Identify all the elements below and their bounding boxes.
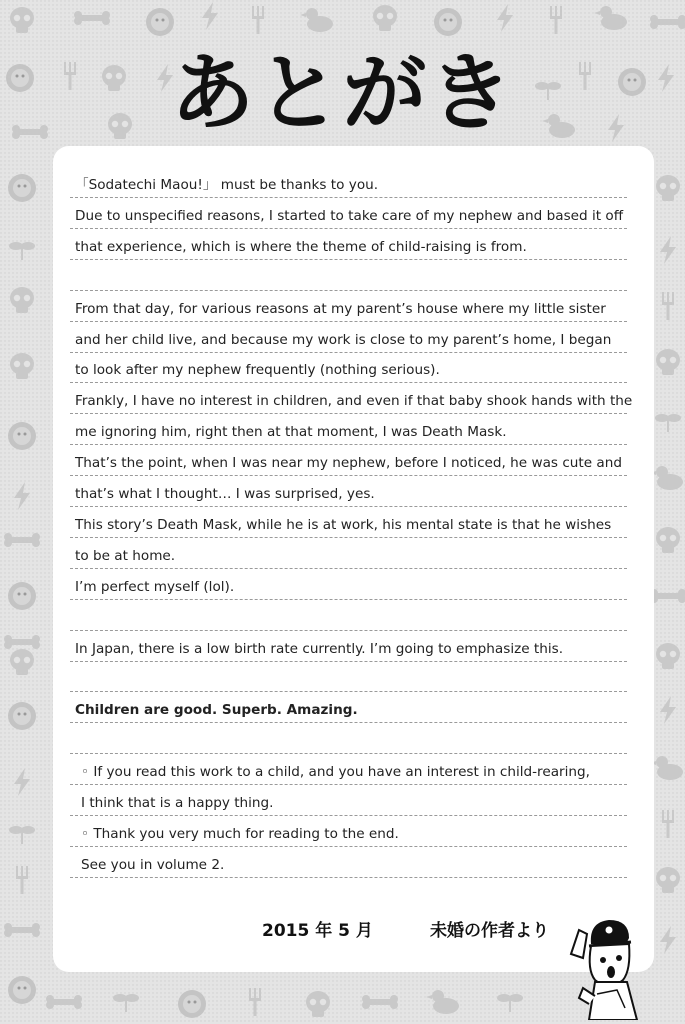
text-line: Children are good. Superb. Amazing.	[75, 702, 358, 718]
ruled-line	[70, 815, 627, 816]
ruled-line	[70, 846, 627, 847]
ruled-line	[70, 290, 627, 291]
ruled-line	[70, 784, 627, 785]
signature-author: 未婚の作者より	[430, 921, 549, 941]
ruled-line	[70, 630, 627, 631]
ruled-line	[70, 382, 627, 383]
ruled-line	[70, 722, 627, 723]
text-line: and her child live, and because my work is close to my parent’s home, I began	[75, 332, 612, 348]
text-line: to be at home.	[75, 548, 176, 564]
ruled-line	[70, 197, 627, 198]
ruled-line	[70, 321, 627, 322]
ruled-line	[70, 599, 627, 600]
ruled-line	[70, 753, 627, 754]
signature-date: 2015 年 5 月	[262, 921, 373, 941]
text-line: me ignoring him, right then at that moment, I was Death Mask.	[75, 424, 507, 440]
text-line: In Japan, there is a low birth rate currently. I’m going to emphasize this.	[75, 641, 564, 657]
text-line: ◦ If you read this work to a child, and you have an interest in child-rearing,	[81, 764, 590, 780]
text-line: to look after my nephew frequently (nothing serious).	[75, 362, 440, 378]
page-title: あとがき	[170, 43, 515, 142]
chibi-character-illustration	[565, 908, 645, 1020]
ruled-line	[70, 691, 627, 692]
text-line: I think that is a happy thing.	[81, 795, 274, 811]
ruled-line	[70, 661, 627, 662]
ruled-line	[70, 352, 627, 353]
text-line: Due to unspecified reasons, I started to take care of my nephew and based it off	[75, 208, 624, 224]
ruled-line	[70, 877, 627, 878]
ruled-line	[70, 228, 627, 229]
ruled-line	[70, 259, 627, 260]
ruled-line	[70, 475, 627, 476]
text-line: that’s what I thought… I was surprised, yes.	[75, 486, 375, 502]
text-line: See you in volume 2.	[81, 857, 225, 873]
ruled-line	[70, 568, 627, 569]
text-line: that experience, which is where the theme of child-raising is from.	[75, 239, 527, 255]
text-line: This story’s Death Mask, while he is at work, his mental state is that he wishes	[75, 517, 612, 533]
ruled-line	[70, 444, 627, 445]
ruled-line	[70, 413, 627, 414]
text-line: Frankly, I have no interest in children, and even if that baby shook hands with the	[75, 393, 633, 409]
ruled-line	[70, 506, 627, 507]
text-line: That’s the point, when I was near my nephew, before I noticed, he was cute and	[75, 455, 623, 471]
text-line: 「Sodatechi Maou!」 must be thanks to you.	[75, 177, 379, 193]
text-line: From that day, for various reasons at my parent’s house where my little sister	[75, 301, 606, 317]
text-line: I’m perfect myself (lol).	[75, 579, 235, 595]
text-line: ◦ Thank you very much for reading to the end.	[81, 826, 399, 842]
ruled-line	[70, 537, 627, 538]
